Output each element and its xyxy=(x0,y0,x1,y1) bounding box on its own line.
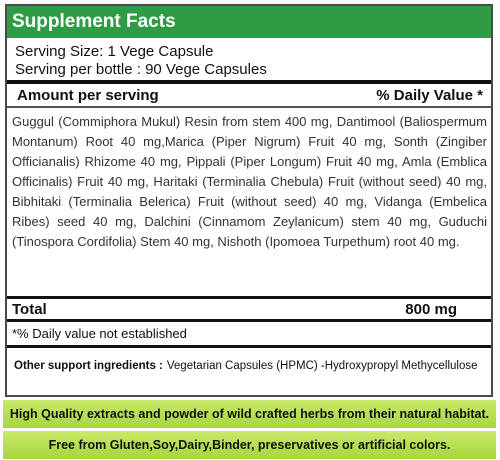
panel-title: Supplement Facts xyxy=(7,6,491,38)
ingredients-list: Guggul (Commiphora Mukul) Resin from stem 400 mg, Dantimool (Baliospermum Montanum) Root 40 mg,Marica (Piper Nigrum) Fruit 40 mg, Sonth (Zingiber Officianalis) Rhizome 40 mg, Pippali (Piper Longum) Fruit 40 mg, Amla (Emblica Officinalis) Fruit 40 mg, Haritaki (Terminalia Chebula) Fruit (without seed) 40 mg, Bibhitaki (Terminalia Belerica) Fruit (without seed) 40 mg, Vidanga (Embelica Ribes) seed 40 mg, Dalchini (Cinnamom Zeylanicum) stem 40 mg, Guduchi (Tinospora Cordifolia) Stem 40 mg, Nishoth (Ipomoea Turpethum) root 40 mg. xyxy=(7,108,491,299)
daily-value-footnote: *% Daily value not established xyxy=(7,322,491,348)
quality-banner: High Quality extracts and powder of wild crafted herbs from their natural habitat. xyxy=(3,400,496,428)
other-ingredients xyxy=(7,348,491,384)
supplement-facts-panel xyxy=(5,4,493,397)
total-label: Total xyxy=(12,300,47,318)
daily-value-label: % Daily Value * xyxy=(376,86,483,104)
total-value: 800 mg xyxy=(405,300,457,318)
amount-per-serving-label: Amount per serving xyxy=(17,86,159,104)
other-ingredients-value: Vegetarian Capsules (HPMC) -Hydroxypropyl Methycellulose xyxy=(166,360,478,372)
column-header-row xyxy=(7,84,491,108)
other-ingredients-label: Other support ingredients : xyxy=(14,360,163,372)
serving-size: Serving Size: 1 Vege Capsule xyxy=(15,43,214,60)
serving-info xyxy=(7,38,491,84)
free-from-banner: Free from Gluten,Soy,Dairy,Binder, preservatives or artificial colors. xyxy=(3,431,496,459)
serving-per-bottle: Serving per bottle : 90 Vege Capsules xyxy=(15,61,267,78)
total-row xyxy=(7,299,491,322)
